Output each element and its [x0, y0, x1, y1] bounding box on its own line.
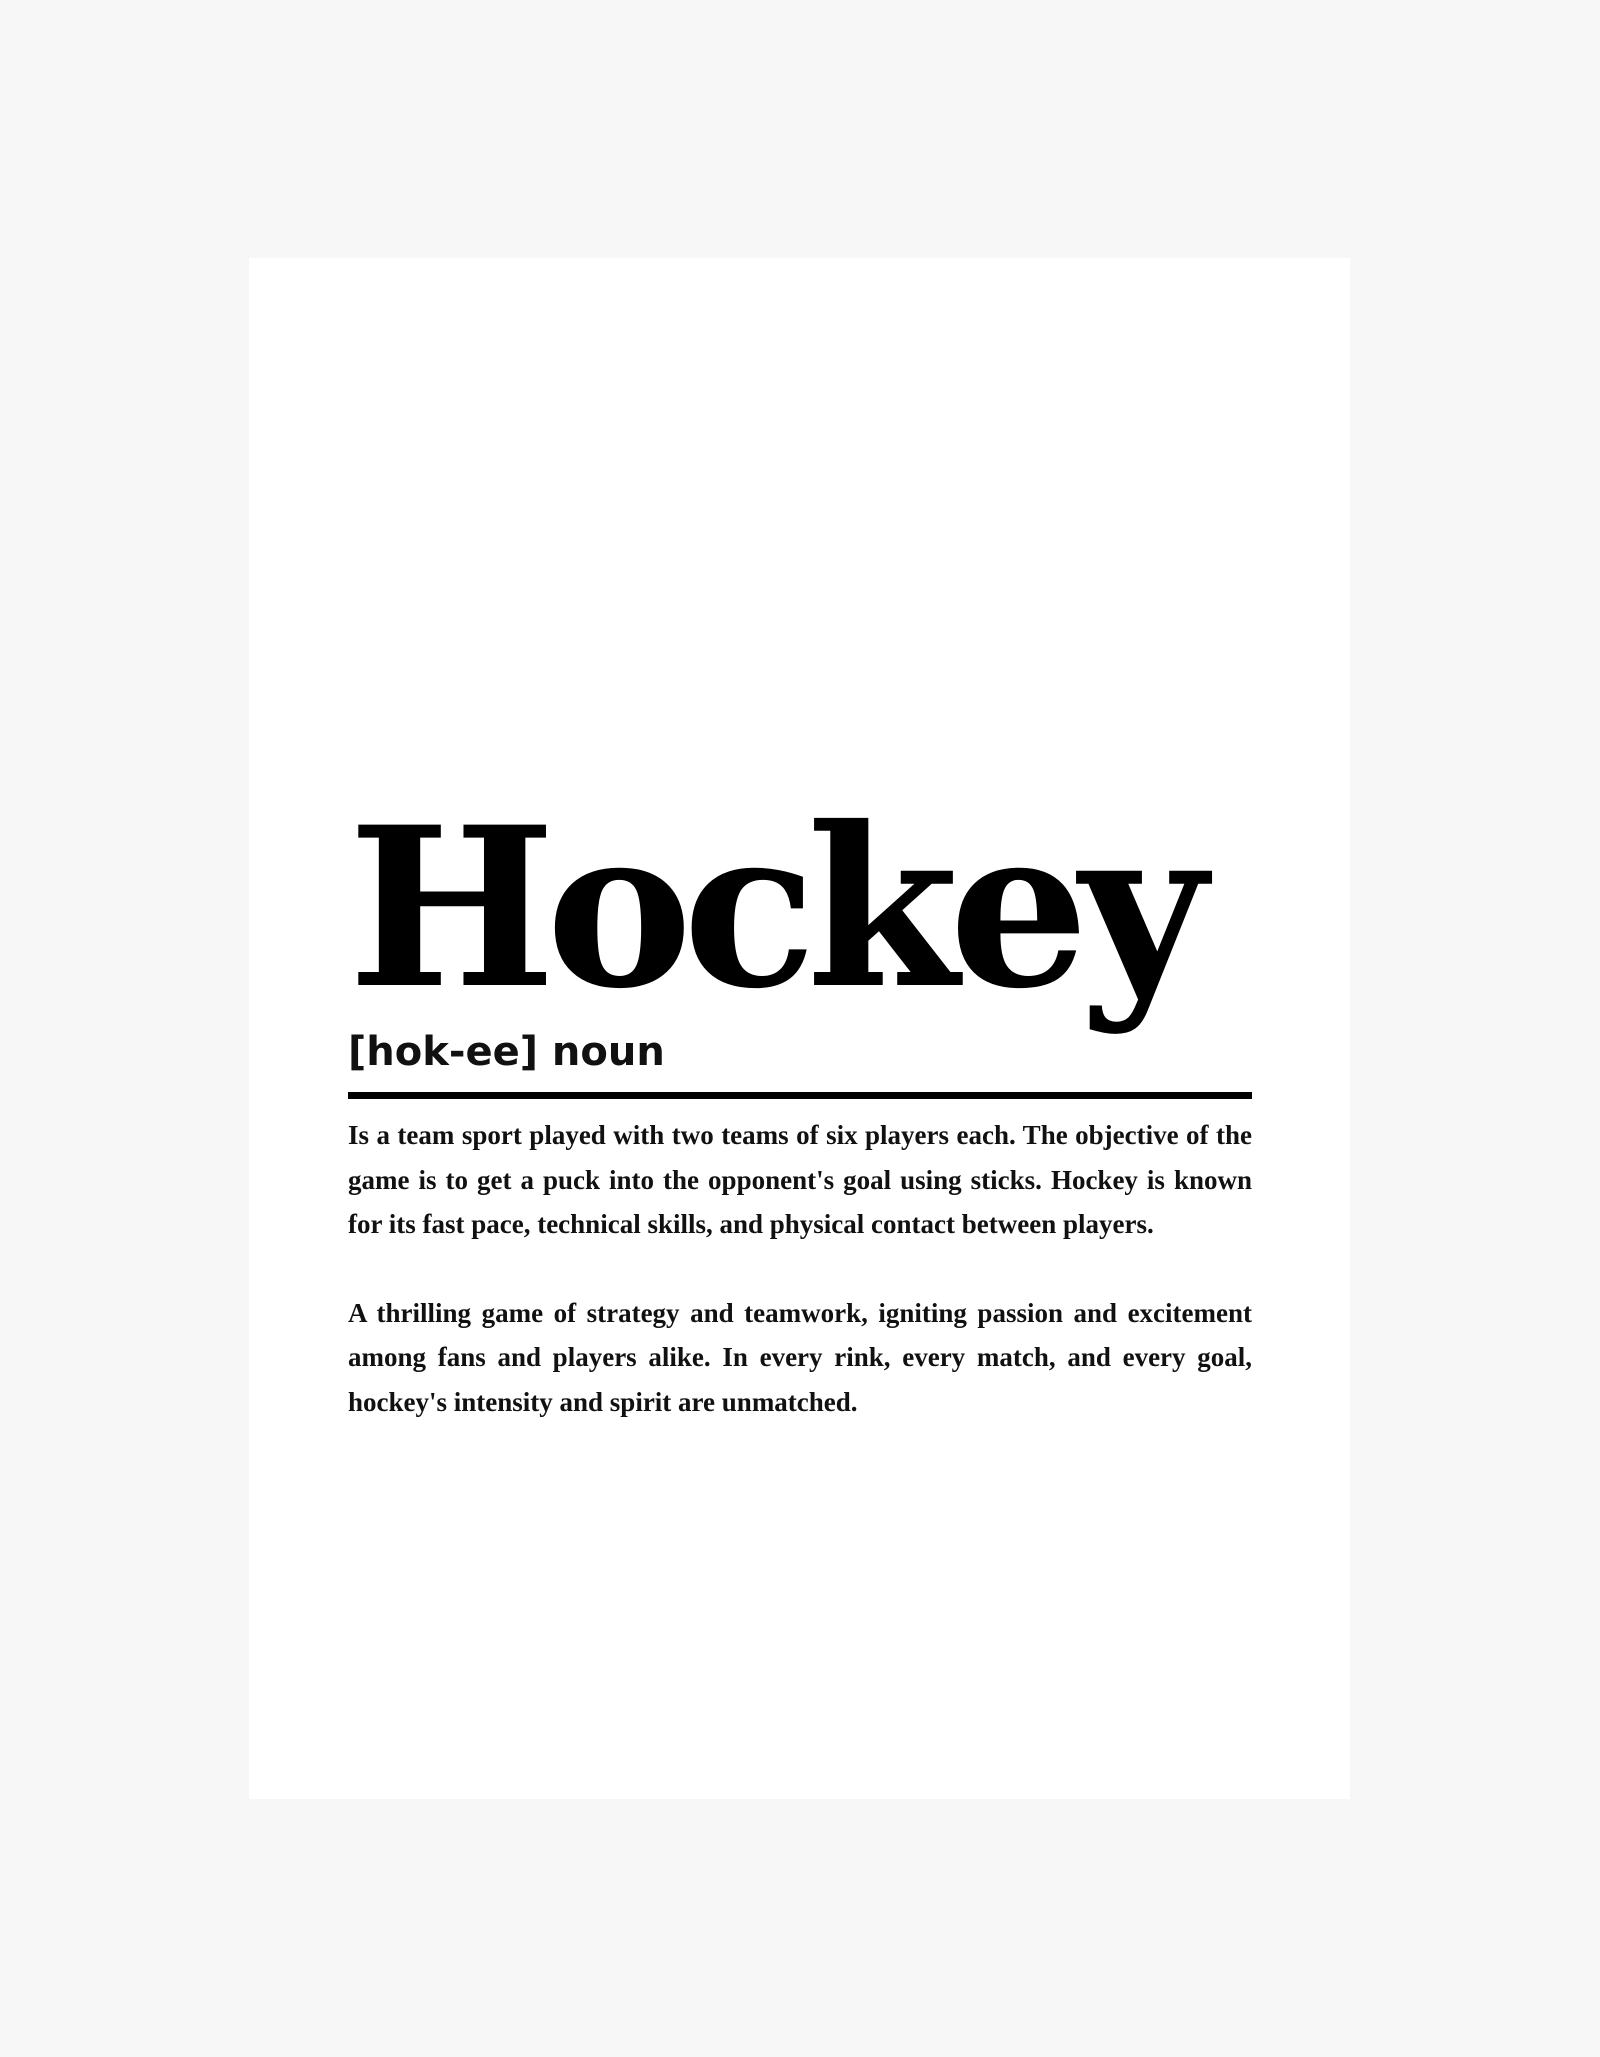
poster-card	[249, 258, 1350, 1799]
divider-rule	[348, 1092, 1252, 1099]
description-paragraph: A thrilling game of strategy and teamwork, igniting passion and excitement among fans and players alike. In every rink, every match, and every goal, hockey's intensity and spirit are unmatched.	[348, 1297, 1252, 1417]
definition-paragraph: Is a team sport played with two teams of six players each. The objective of the game is to get a puck into the opponent's goal using sticks. Hockey is known for its fast pace, technical skills, and physical contact between players.	[348, 1120, 1252, 1239]
definition-block	[348, 778, 1252, 1424]
pronunciation-label: [hok-ee] noun	[348, 1029, 665, 1075]
headword: Hockey	[348, 778, 1197, 1037]
